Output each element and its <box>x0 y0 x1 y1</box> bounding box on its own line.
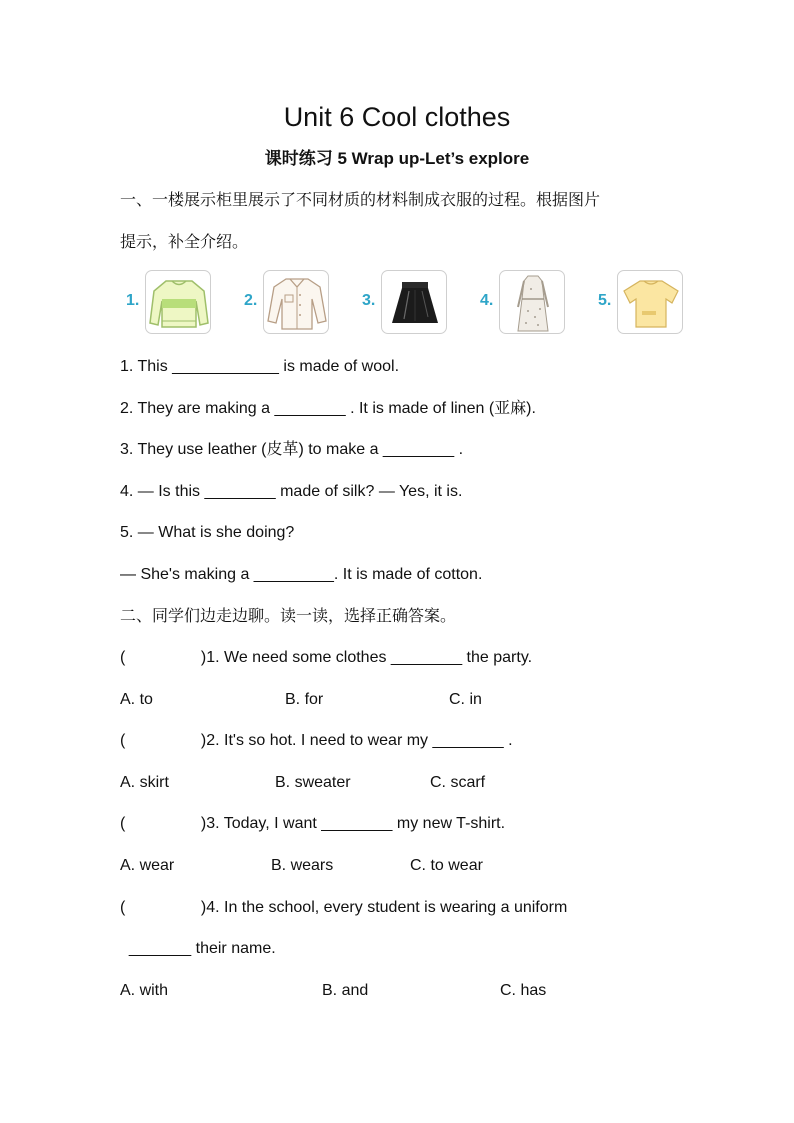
shirt-icon <box>263 270 329 334</box>
part1-question-1: 1. This ____________ is made of wool. <box>120 358 400 375</box>
image-number-2: 2. <box>244 292 258 309</box>
option-3a: A. wear <box>120 857 175 874</box>
part1-heading: 一、一楼展示柜里展示了不同材质的材料制成衣服的过程。根据图片 <box>120 192 601 209</box>
part1-question-5-answer: — She's making a _________. It is made of cotton. <box>120 566 483 583</box>
part2-question-3: ( )3. Today, I want ________ my new T-shirt. <box>120 815 506 832</box>
option-4c: C. has <box>500 982 547 999</box>
option-2b: B. sweater <box>275 774 351 791</box>
option-3c: C. to wear <box>410 857 483 874</box>
part1-question-2: 2. They are making a ________ . It is made of linen (亚麻). <box>120 400 536 417</box>
part1-heading-continued: 提示，补全介绍。 <box>120 234 249 251</box>
leather-skirt-icon <box>381 270 447 334</box>
image-number-3: 3. <box>362 292 376 309</box>
image-number-1: 1. <box>126 292 140 309</box>
part2-question-4: ( )4. In the school, every student is wearing a uniform <box>120 899 568 916</box>
option-1a: A. to <box>120 691 153 708</box>
tshirt-icon <box>617 270 683 334</box>
part1-question-5: 5. — What is she doing? <box>120 524 295 541</box>
option-2a: A. skirt <box>120 774 169 791</box>
dress-icon <box>499 270 565 334</box>
option-4b: B. and <box>322 982 369 999</box>
part2-question-4-continued: _______ their name. <box>120 940 276 957</box>
part1-question-3: 3. They use leather (皮革) to make a ________ . <box>120 441 464 458</box>
image-number-4: 4. <box>480 292 494 309</box>
image-number-5: 5. <box>598 292 612 309</box>
part2-question-2: ( )2. It's so hot. I need to wear my ________ . <box>120 732 513 749</box>
option-1c: C. in <box>449 691 482 708</box>
option-1b: B. for <box>285 691 324 708</box>
sweater-icon <box>145 270 211 334</box>
part1-question-4: 4. — Is this ________ made of silk? — Yes, it is. <box>120 483 463 500</box>
option-3b: B. wears <box>271 857 334 874</box>
option-4a: A. with <box>120 982 169 999</box>
page-title: Unit 6 Cool clothes <box>283 102 511 132</box>
part2-question-1: ( )1. We need some clothes ________ the party. <box>120 649 533 666</box>
part2-heading: 二、同学们边走边聊。读一读，选择正确答案。 <box>120 608 457 625</box>
lesson-subtitle: 课时练习 5 Wrap up-Let’s explore <box>264 149 530 168</box>
option-2c: C. scarf <box>430 774 486 791</box>
